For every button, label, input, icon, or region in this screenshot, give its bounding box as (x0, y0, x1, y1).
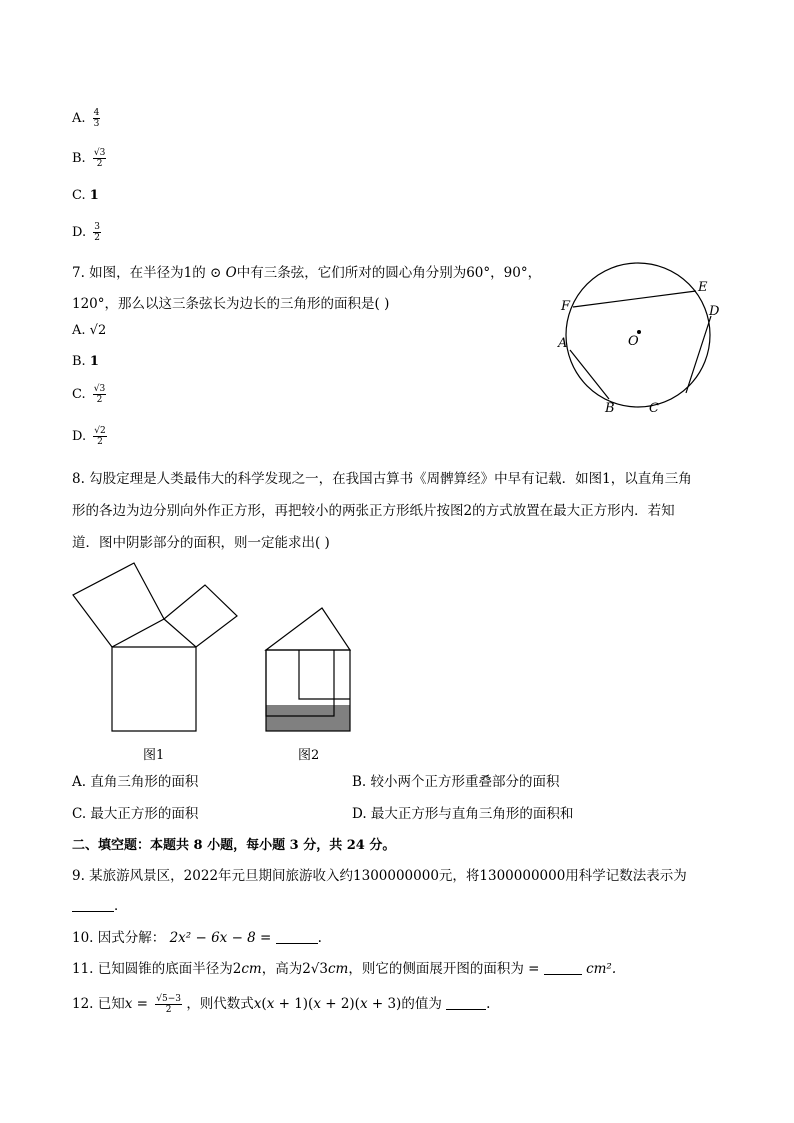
q8-stem-line1: 8. 勾股定理是人类最伟大的科学发现之一，在我国古算书《周髀算经》中早有记载．如图1，以直角三角 (72, 471, 692, 487)
denominator: 2 (97, 437, 103, 447)
label-d: D (709, 304, 720, 319)
q7-option-a (72, 323, 106, 338)
largest-square (112, 647, 196, 731)
denominator: 3 (93, 119, 100, 129)
q10-prefix: 10. 因式分解： (72, 930, 166, 946)
q8-figure-1 (70, 558, 245, 736)
q6-option-c (72, 188, 99, 203)
fraction (93, 426, 106, 447)
denominator: 2 (96, 159, 103, 169)
label-e: E (698, 280, 708, 295)
option-text: 1 (89, 354, 99, 369)
option-text: √2 (89, 323, 107, 338)
figure-1-caption: 图1 (143, 748, 165, 763)
label-o: O (628, 334, 639, 349)
denominator: 2 (165, 1005, 172, 1015)
section-heading: 二、填空题：本题共 8 小题，每小题 3 分，共 24 分。 (72, 838, 396, 853)
numerator: √3 (93, 148, 106, 158)
q11-unit: 𝑐𝑚². (586, 961, 617, 977)
numerator: √3 (93, 384, 106, 394)
numerator: 3 (94, 222, 100, 232)
q7-option-c (72, 384, 106, 405)
option-label: A. (72, 323, 86, 338)
fraction (93, 108, 101, 129)
fraction (93, 222, 101, 243)
label-f: F (561, 299, 571, 314)
answer-blank[interactable] (446, 997, 486, 1010)
q8-stem-line3: 道．图中阴影部分的面积，则一定能求出( ) (72, 535, 330, 551)
q6-option-b (72, 148, 106, 169)
q12-suffix: ，则代数式𝑥(𝑥 + 1)(𝑥 + 2)(𝑥 + 3)的值为 (186, 996, 442, 1012)
q8-option-c: C. 最大正方形的面积 (72, 806, 199, 822)
q8-stem-line2: 形的各边为边分别向外作正方形，再把较小的两张正方形纸片按图2的方式放置在最大正方形内．若知 (72, 503, 675, 519)
left-strip (266, 650, 283, 705)
period: . (317, 930, 322, 946)
numerator: √2 (94, 426, 106, 436)
option-label: B. (72, 151, 86, 166)
label-b: B (605, 401, 615, 416)
fraction (155, 994, 182, 1015)
option-label: A. (72, 111, 86, 126)
q6-option-d (72, 222, 101, 243)
q12-prefix: 12. 已知𝑥 = (72, 996, 148, 1012)
answer-blank[interactable] (276, 931, 318, 944)
option-label: C. (72, 188, 86, 203)
q10-expression: 2𝑥² − 6𝑥 − 8 = (169, 930, 272, 946)
fraction (93, 384, 106, 405)
period: ． (114, 898, 128, 914)
chord-fe (573, 291, 696, 307)
chord-ab (570, 350, 609, 399)
q7-option-d (72, 426, 107, 447)
option-label: C. (72, 387, 86, 402)
q6-option-a (72, 108, 100, 129)
fraction (93, 148, 106, 169)
q7-circle-figure (550, 255, 730, 420)
inner-overlap-cutout (283, 650, 334, 705)
numerator: 4 (93, 108, 100, 118)
q8-figure-2 (262, 604, 357, 736)
q7-option-b (72, 354, 99, 369)
shaded-region (266, 705, 350, 731)
answer-blank[interactable] (544, 962, 582, 975)
option-text: 1 (89, 188, 99, 203)
right-triangle (266, 608, 350, 650)
option-label: B. (72, 354, 86, 369)
q11-stem: 11. 已知圆锥的底面半径为2𝑐𝑚，高为2√3𝑐𝑚，则它的侧面展开图的面积为 = (72, 961, 540, 977)
q9-stem: 9. 某旅游风景区，2022年元旦期间旅游收入约1300000000元，将1300000000用科学记数法表示为 (72, 868, 687, 884)
q10 (72, 926, 322, 946)
q7-stem-line2: 120°，那么以这三条弦长为边长的三角形的面积是( ) (72, 296, 390, 312)
square-right (164, 585, 237, 647)
q8-option-d: D. 最大正方形与直角三角形的面积和 (352, 806, 574, 822)
label-a: A (558, 336, 568, 351)
answer-blank[interactable] (72, 899, 114, 912)
denominator: 2 (96, 395, 103, 405)
square-left (73, 563, 164, 647)
denominator: 2 (94, 233, 100, 243)
period: . (486, 996, 491, 1012)
q7-stem-line1: 7. 如图，在半径为1的 ⊙ 𝑂中有三条弦，它们所对的圆心角分别为60°，90°， (72, 265, 542, 281)
figure-2-caption: 图2 (298, 748, 320, 763)
q9-answer-line (72, 894, 128, 914)
label-c: C (649, 401, 659, 416)
q8-option-b: B. 较小两个正方形重叠部分的面积 (352, 774, 560, 790)
option-label: D. (72, 225, 87, 240)
q12 (72, 992, 490, 1015)
option-label: D. (72, 429, 87, 444)
q8-option-a: A. 直角三角形的面积 (72, 774, 199, 790)
numerator: √5−3 (156, 994, 182, 1004)
q11 (72, 957, 616, 977)
